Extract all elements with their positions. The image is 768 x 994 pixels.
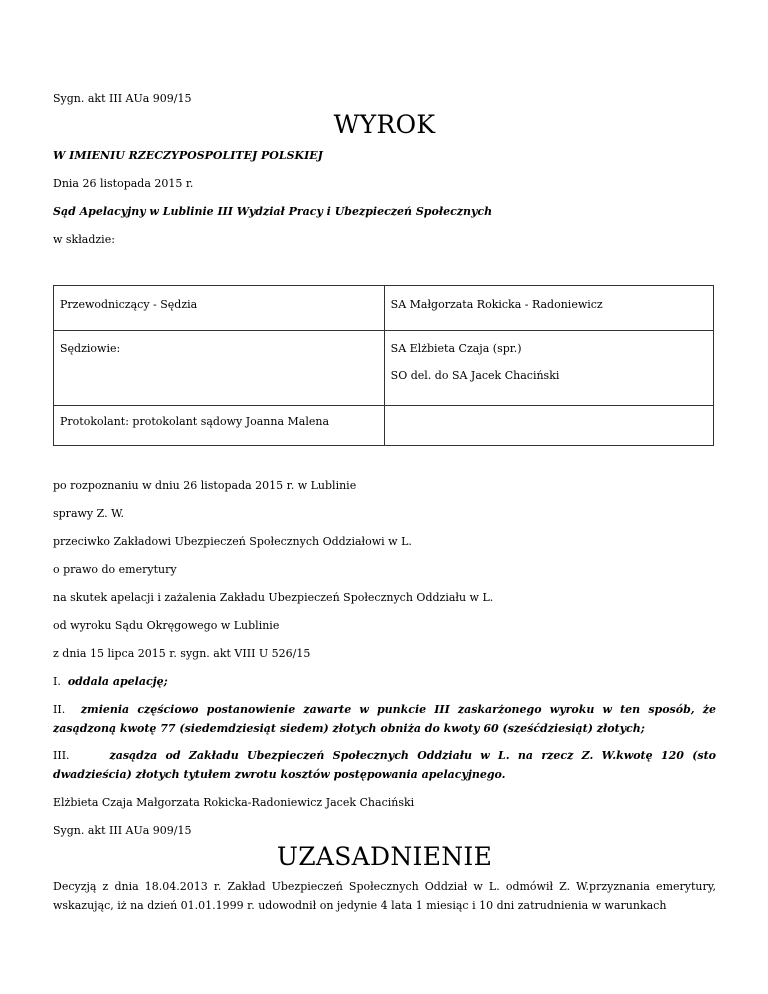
proceedings-line: po rozpoznaniu w dniu 26 listopada 2015 r. w Lublinie xyxy=(53,479,357,492)
in-name-of-republic: W IMIENIU RZECZYPOSPOLITEJ POLSKIEJ xyxy=(53,149,323,162)
justification-title: UZASADNIENIE xyxy=(276,842,493,871)
judgment-title: WYROK xyxy=(333,110,436,139)
ruling-item xyxy=(53,746,716,784)
justification-paragraph: Decyzją z dnia 18.04.2013 r. Zakład Ubezpieczeń Społecznych Oddział w L. odmówił Z. W.przyznania emerytury, wskazując, iż na dzień 01.01.1999 r. udowodnił on jedynie 4 lata 1 miesiąc i 10 dni zatrudnienia w warunkach xyxy=(53,880,716,912)
judge-name: SA Elżbieta Czaja (spr.) xyxy=(390,342,522,355)
table-cell-names xyxy=(384,286,713,331)
judges-signatures: Elżbieta Czaja Małgorzata Rokicka-Radoniewicz Jacek Chaciński xyxy=(53,796,415,809)
table-cell-names xyxy=(384,331,713,406)
table-row xyxy=(54,406,714,446)
ruling-number: III. xyxy=(53,749,70,762)
judge-name: SO del. do SA Jacek Chaciński xyxy=(390,369,560,382)
proceedings-line: o prawo do emerytury xyxy=(53,563,177,576)
judges-label: Sędziowie: xyxy=(60,342,121,355)
table-cell-names xyxy=(384,406,713,446)
composition-label: w składzie: xyxy=(53,233,115,246)
table-cell-role xyxy=(54,286,385,331)
ruling-item xyxy=(53,700,716,738)
table-row xyxy=(54,331,714,406)
table-cell-role xyxy=(54,406,385,446)
ruling-text: zasądza od Zakładu Ubezpieczeń Społecznych Oddziału w L. na rzecz Z. W.kwotę 120 (sto dwadzieścia) złotych tytułem zwrotu kosztów postępowania apelacyjnego. xyxy=(53,749,717,781)
table-cell-role xyxy=(54,331,385,406)
court-reporter: Protokolant: protokolant sądowy Joanna Malena xyxy=(60,415,330,428)
presiding-judge-name: SA Małgorzata Rokicka - Radoniewicz xyxy=(390,298,603,311)
ruling-text: oddala apelację; xyxy=(67,675,168,688)
proceedings-line: na skutek apelacji i zażalenia Zakładu Ubezpieczeń Społecznych Oddziału w L. xyxy=(53,591,494,604)
proceedings-line: sprawy Z. W. xyxy=(53,507,124,520)
court-name: Sąd Apelacyjny w Lublinie III Wydział Pracy i Ubezpieczeń Społecznych xyxy=(53,205,493,218)
case-number: Sygn. akt III AUa 909/15 xyxy=(53,92,192,105)
ruling-text: zmienia częściowo postanowienie zawarte w punkcie III zaskarżonego wyroku w ten sposób, że zasądzoną kwotę 77 (siedemdziesiąt siedem) złotych obniża do kwoty 60 (sześćdziesiąt) złotych; xyxy=(53,703,716,735)
ruling-number: II. xyxy=(53,703,66,716)
justification-case-number: Sygn. akt III AUa 909/15 xyxy=(53,824,192,837)
proceedings-line: z dnia 15 lipca 2015 r. sygn. akt VIII U 526/15 xyxy=(53,647,311,660)
proceedings-line: od wyroku Sądu Okręgowego w Lublinie xyxy=(53,619,280,632)
composition-table xyxy=(53,285,714,446)
judgment-date: Dnia 26 listopada 2015 r. xyxy=(53,177,194,190)
table-row xyxy=(54,286,714,331)
presiding-judge-label: Przewodniczący - Sędzia xyxy=(60,298,198,311)
ruling-number: I. xyxy=(53,675,61,688)
proceedings-line: przeciwko Zakładowi Ubezpieczeń Społecznych Oddziałowi w L. xyxy=(53,535,412,548)
ruling-item xyxy=(53,672,716,691)
